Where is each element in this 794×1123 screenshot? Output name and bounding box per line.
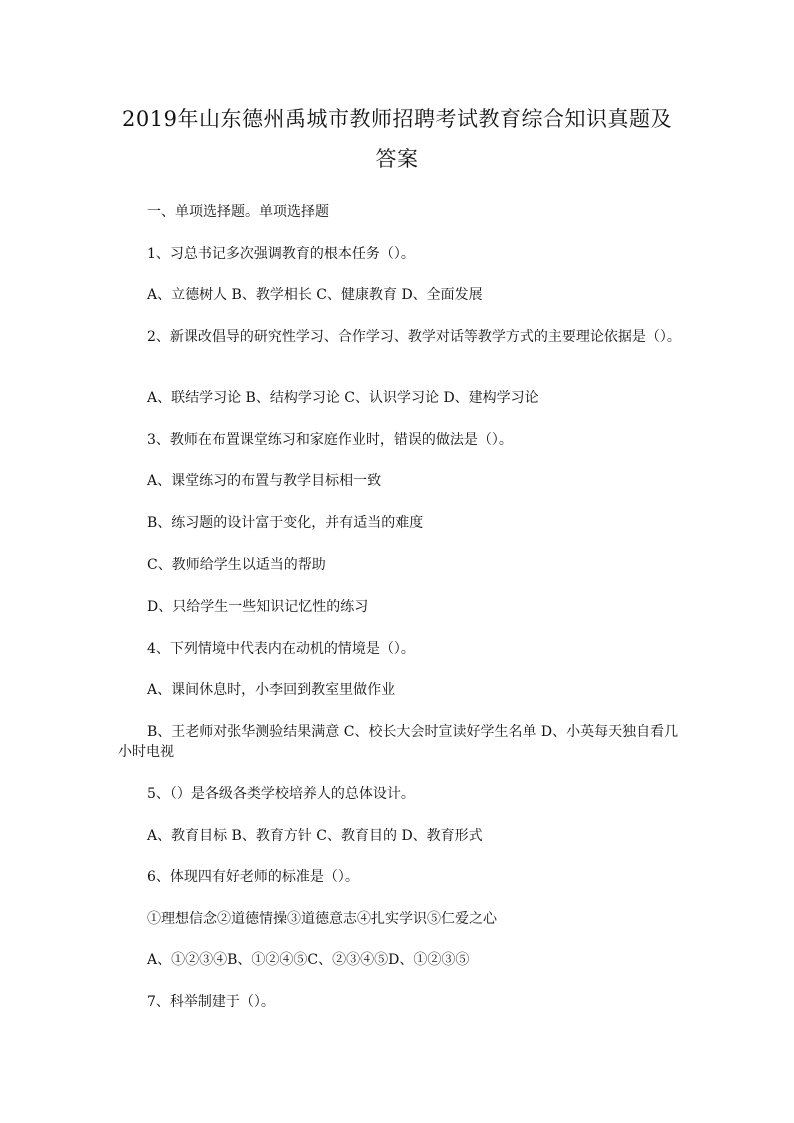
question-3-option-c: C、教师给学生以适当的帮助 bbox=[147, 557, 326, 573]
question-4: 4、下列情境中代表内在动机的情境是（）。 bbox=[147, 641, 415, 657]
question-3-option-a: A、课堂练习的布置与教学目标相一致 bbox=[147, 473, 382, 489]
question-6: 6、体现四有好老师的标准是（）。 bbox=[147, 869, 359, 885]
question-3-option-b: B、练习题的设计富于变化，并有适当的难度 bbox=[147, 515, 424, 531]
document-title-line-1: 2019年山东德州禹城市教师招聘考试教育综合知识真题及 bbox=[122, 107, 672, 131]
question-3-option-d: D、只给学生一些知识记忆性的练习 bbox=[147, 599, 369, 615]
question-5: 5、（）是各级各类学校培养人的总体设计。 bbox=[147, 786, 415, 802]
question-7: 7、科举制建于（）。 bbox=[147, 994, 275, 1010]
question-5-options: A、教育目标 B、教育方针 C、教育目的 D、教育形式 bbox=[147, 828, 483, 844]
question-6-options: A、①②③④B、①②④⑤C、②③④⑤D、①②③⑤ bbox=[147, 952, 470, 968]
question-6-items: ①理想信念②道德情操③道德意志④扎实学识⑤仁爱之心 bbox=[147, 911, 497, 927]
section-heading: 一、单项选择题。单项选择题 bbox=[147, 204, 329, 220]
question-4-options-bcd: B、王老师对张华测验结果满意 C、校长大会时宣读好学生名单 D、小英每天独自看几 bbox=[147, 724, 679, 740]
question-1: 1、习总书记多次强调教育的根本任务（）。 bbox=[147, 246, 415, 262]
question-4-options-bcd-continued: 小时电视 bbox=[118, 744, 174, 760]
question-2-options: A、联结学习论 B、结构学习论 C、认识学习论 D、建构学习论 bbox=[147, 390, 539, 406]
question-2: 2、新课改倡导的研究性学习、合作学习、教学对话等教学方式的主要理论依据是（）。 bbox=[147, 329, 681, 345]
document-title-line-2: 答案 bbox=[375, 147, 419, 171]
question-4-option-a: A、课间休息时，小李回到教室里做作业 bbox=[147, 682, 396, 698]
question-3: 3、教师在布置课堂练习和家庭作业时，错误的做法是（）。 bbox=[147, 432, 513, 448]
question-1-options: A、立德树人 B、教学相长 C、健康教育 D、全面发展 bbox=[147, 287, 483, 303]
